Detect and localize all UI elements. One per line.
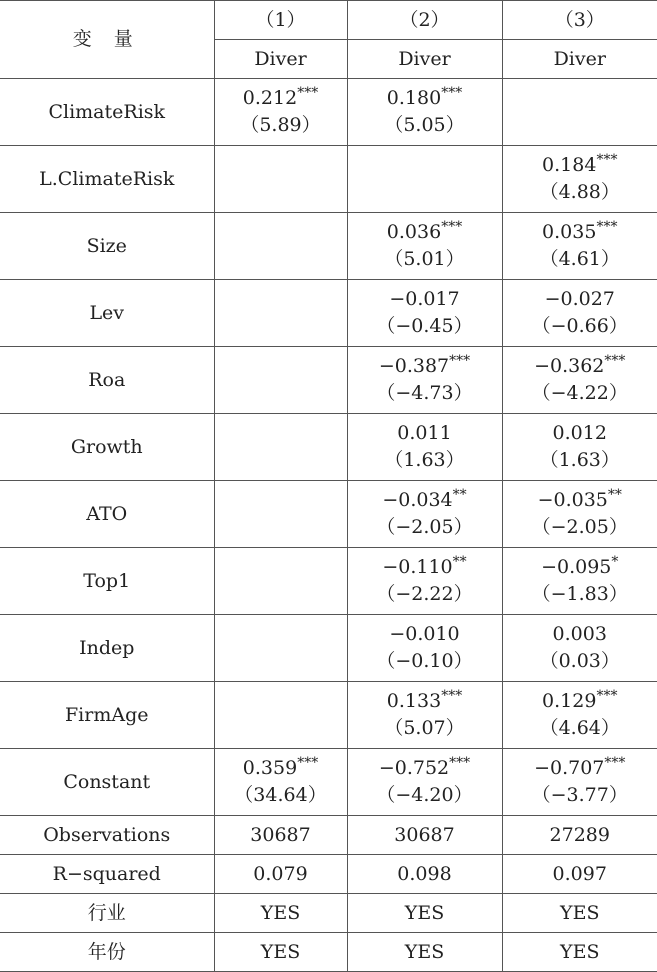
coefficient-line bbox=[348, 353, 502, 380]
coefficient-cell bbox=[347, 347, 502, 414]
table-row bbox=[0, 213, 657, 280]
coefficient-line bbox=[348, 487, 502, 514]
significance-stars: *** bbox=[441, 85, 463, 101]
coefficient-cell bbox=[502, 682, 657, 749]
variable-name: L.ClimateRisk bbox=[0, 146, 214, 213]
t-statistic: （−4.73） bbox=[376, 382, 473, 404]
coefficient-line bbox=[348, 286, 502, 313]
significance-stars: *** bbox=[596, 219, 618, 235]
coefficient-cell bbox=[214, 548, 347, 615]
t-statistic: （5.89） bbox=[240, 114, 321, 136]
variable-name: Roa bbox=[0, 347, 214, 414]
table-row bbox=[0, 816, 657, 855]
coefficient-line bbox=[503, 487, 657, 514]
variable-name: Constant bbox=[0, 749, 214, 816]
coefficient-cell bbox=[347, 79, 502, 146]
t-statistic: （−0.66） bbox=[531, 315, 628, 337]
variable-name: Top1 bbox=[0, 548, 214, 615]
variable-name: Size bbox=[0, 213, 214, 280]
dependent-var-1: Diver bbox=[214, 40, 347, 79]
significance-stars: ** bbox=[607, 487, 622, 503]
table-row bbox=[0, 855, 657, 894]
statistic-value: YES bbox=[214, 894, 347, 933]
coefficient-cell bbox=[214, 79, 347, 146]
coefficient-value: 0.011 bbox=[397, 422, 452, 444]
statistic-value: 0.079 bbox=[214, 855, 347, 894]
coefficient-cell bbox=[214, 146, 347, 213]
coefficient-cell bbox=[347, 481, 502, 548]
coefficient-value: 0.036 bbox=[386, 221, 442, 243]
significance-stars: *** bbox=[297, 755, 319, 771]
statistic-value: YES bbox=[347, 933, 502, 972]
table-row bbox=[0, 280, 657, 347]
statistic-value: 30687 bbox=[347, 816, 502, 855]
statistic-value: YES bbox=[214, 933, 347, 972]
table-row bbox=[0, 414, 657, 481]
t-statistic: （−0.10） bbox=[376, 650, 473, 672]
coefficient-cell bbox=[347, 414, 502, 481]
table-row bbox=[0, 347, 657, 414]
coefficient-value: −0.027 bbox=[544, 288, 615, 310]
coefficient-cell bbox=[502, 79, 657, 146]
dependent-var-2: Diver bbox=[347, 40, 502, 79]
t-statistic: （−3.77） bbox=[531, 784, 628, 806]
variable-name: FirmAge bbox=[0, 682, 214, 749]
t-statistic: （−4.22） bbox=[531, 382, 628, 404]
coefficient-value: 0.012 bbox=[552, 422, 607, 444]
coefficient-cell bbox=[502, 280, 657, 347]
significance-stars: ** bbox=[452, 554, 467, 570]
variable-name: Growth bbox=[0, 414, 214, 481]
coefficient-line bbox=[215, 85, 347, 112]
header-row-column-numbers bbox=[0, 1, 657, 40]
table-row bbox=[0, 146, 657, 213]
coefficient-value: 0.003 bbox=[552, 623, 607, 645]
coefficient-cell bbox=[347, 548, 502, 615]
significance-stars: *** bbox=[441, 688, 463, 704]
coefficient-cell bbox=[214, 280, 347, 347]
coefficient-line bbox=[503, 152, 657, 179]
coefficient-value: 0.035 bbox=[542, 221, 597, 243]
significance-stars: *** bbox=[596, 688, 618, 704]
coefficient-value: −0.387 bbox=[378, 355, 450, 377]
coefficient-cell bbox=[214, 615, 347, 682]
coefficient-line bbox=[348, 554, 502, 581]
coefficient-line bbox=[348, 755, 502, 782]
regression-table-body bbox=[0, 1, 657, 972]
coefficient-line bbox=[503, 286, 657, 313]
coefficient-cell bbox=[347, 146, 502, 213]
significance-stars: *** bbox=[604, 353, 626, 369]
coefficient-value: 0.359 bbox=[242, 757, 298, 779]
significance-stars: ** bbox=[452, 487, 467, 503]
variable-name: Indep bbox=[0, 615, 214, 682]
statistic-value: 0.098 bbox=[347, 855, 502, 894]
statistic-name: R−squared bbox=[0, 855, 214, 894]
coefficient-cell bbox=[347, 682, 502, 749]
variable-name: ClimateRisk bbox=[0, 79, 214, 146]
table-row bbox=[0, 79, 657, 146]
coefficient-cell bbox=[347, 615, 502, 682]
coefficient-line bbox=[503, 219, 657, 246]
column-number-1: （1） bbox=[214, 1, 347, 40]
coefficient-cell bbox=[214, 682, 347, 749]
t-statistic: （−0.45） bbox=[376, 315, 473, 337]
t-statistic: （5.01） bbox=[384, 248, 465, 270]
coefficient-line bbox=[348, 621, 502, 648]
column-number-3: （3） bbox=[502, 1, 657, 40]
coefficient-value: −0.095 bbox=[541, 556, 612, 578]
t-statistic: （−2.05） bbox=[531, 516, 628, 538]
coefficient-value: 0.184 bbox=[542, 154, 597, 176]
coefficient-line bbox=[348, 85, 502, 112]
coefficient-line bbox=[503, 353, 657, 380]
t-statistic: （4.64） bbox=[539, 717, 620, 739]
column-number-2: （2） bbox=[347, 1, 502, 40]
dependent-var-3: Diver bbox=[502, 40, 657, 79]
coefficient-value: −0.017 bbox=[389, 288, 460, 310]
coefficient-cell bbox=[214, 749, 347, 816]
t-statistic: （4.61） bbox=[539, 248, 620, 270]
statistic-value: 27289 bbox=[502, 816, 657, 855]
table-row bbox=[0, 481, 657, 548]
coefficient-value: −0.362 bbox=[534, 355, 605, 377]
coefficient-value: 0.212 bbox=[242, 87, 298, 109]
table-row bbox=[0, 548, 657, 615]
table-row bbox=[0, 615, 657, 682]
coefficient-cell bbox=[214, 481, 347, 548]
variable-header-cell bbox=[0, 1, 214, 79]
coefficient-line bbox=[348, 688, 502, 715]
t-statistic: （−1.83） bbox=[531, 583, 628, 605]
significance-stars: * bbox=[611, 554, 619, 570]
coefficient-line bbox=[348, 219, 502, 246]
t-statistic: （−4.20） bbox=[376, 784, 473, 806]
statistic-value: 30687 bbox=[214, 816, 347, 855]
statistic-name: 年份 bbox=[0, 933, 214, 972]
t-statistic: （0.03） bbox=[539, 650, 620, 672]
t-statistic: （5.07） bbox=[384, 717, 465, 739]
coefficient-value: −0.707 bbox=[534, 757, 605, 779]
statistic-value: 0.097 bbox=[502, 855, 657, 894]
significance-stars: *** bbox=[604, 755, 626, 771]
statistic-value: YES bbox=[502, 933, 657, 972]
coefficient-value: −0.010 bbox=[389, 623, 460, 645]
coefficient-cell bbox=[502, 347, 657, 414]
table-row bbox=[0, 682, 657, 749]
coefficient-cell bbox=[347, 749, 502, 816]
coefficient-cell bbox=[502, 414, 657, 481]
coefficient-value: −0.752 bbox=[378, 757, 450, 779]
significance-stars: *** bbox=[449, 755, 471, 771]
coefficient-line bbox=[348, 420, 502, 447]
t-statistic: （4.88） bbox=[539, 181, 620, 203]
coefficient-cell bbox=[502, 548, 657, 615]
coefficient-cell bbox=[214, 213, 347, 280]
coefficient-line bbox=[503, 420, 657, 447]
coefficient-value: 0.133 bbox=[386, 690, 442, 712]
table-row bbox=[0, 894, 657, 933]
coefficient-value: −0.034 bbox=[382, 489, 453, 511]
statistic-name: Observations bbox=[0, 816, 214, 855]
coefficient-line bbox=[215, 755, 347, 782]
coefficient-cell bbox=[502, 146, 657, 213]
table-row bbox=[0, 933, 657, 972]
coefficient-cell bbox=[214, 347, 347, 414]
coefficient-value: −0.035 bbox=[537, 489, 608, 511]
significance-stars: *** bbox=[441, 219, 463, 235]
coefficient-value: 0.180 bbox=[386, 87, 442, 109]
statistic-value: YES bbox=[502, 894, 657, 933]
coefficient-line bbox=[503, 755, 657, 782]
t-statistic: （5.05） bbox=[384, 114, 465, 136]
variable-header-label: 变 量 bbox=[72, 28, 141, 50]
coefficient-cell bbox=[214, 414, 347, 481]
coefficient-cell bbox=[502, 749, 657, 816]
statistic-value: YES bbox=[347, 894, 502, 933]
coefficient-cell bbox=[347, 213, 502, 280]
t-statistic: （−2.22） bbox=[376, 583, 473, 605]
coefficient-line bbox=[503, 621, 657, 648]
coefficient-cell bbox=[502, 615, 657, 682]
significance-stars: *** bbox=[297, 85, 319, 101]
variable-name: ATO bbox=[0, 481, 214, 548]
significance-stars: *** bbox=[449, 353, 471, 369]
coefficient-cell bbox=[347, 280, 502, 347]
t-statistic: （1.63） bbox=[539, 449, 620, 471]
t-statistic: （−2.05） bbox=[376, 516, 473, 538]
t-statistic: （34.64） bbox=[234, 784, 327, 806]
coefficient-value: −0.110 bbox=[382, 556, 453, 578]
coefficient-value: 0.129 bbox=[542, 690, 597, 712]
coefficient-line bbox=[503, 554, 657, 581]
statistic-name: 行业 bbox=[0, 894, 214, 933]
coefficient-cell bbox=[502, 481, 657, 548]
coefficient-line bbox=[503, 688, 657, 715]
variable-name: Lev bbox=[0, 280, 214, 347]
t-statistic: （1.63） bbox=[384, 449, 465, 471]
table-row bbox=[0, 749, 657, 816]
significance-stars: *** bbox=[596, 152, 618, 168]
coefficient-cell bbox=[502, 213, 657, 280]
